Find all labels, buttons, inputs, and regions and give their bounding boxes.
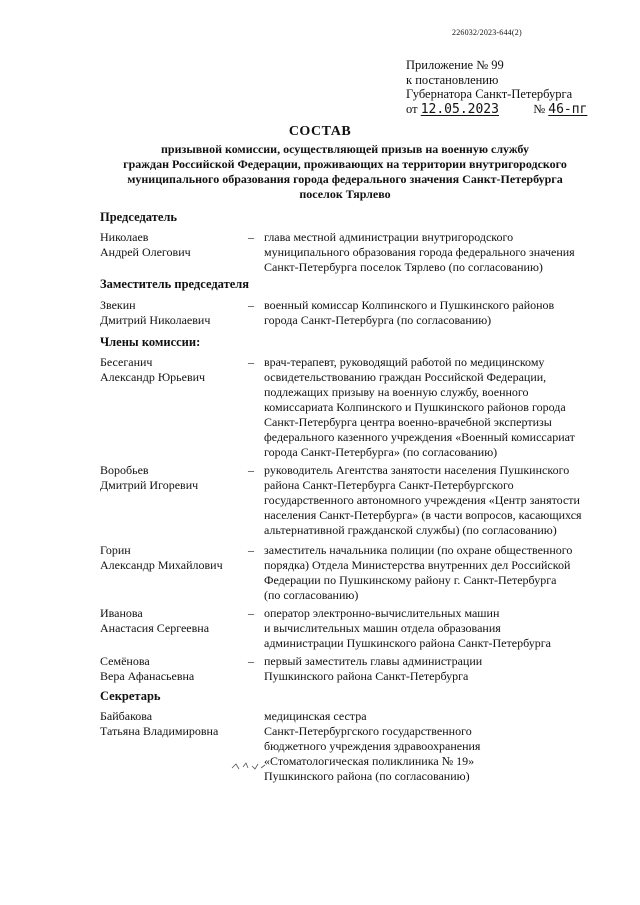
given-names: Татьяна Владимировна [100,724,219,738]
member-role [264,355,612,460]
appendix-line: к постановлению [406,72,499,87]
surname: Николаев [100,230,149,244]
role-line: оператор электронно-вычислительных машин [264,606,500,620]
role-line: первый заместитель главы администрации [264,654,483,668]
section-members: Члены комиссии: [100,335,201,349]
document-subtitle [95,142,595,202]
dash: – [248,606,254,620]
given-names: Дмитрий Николаевич [100,313,211,327]
member-name [100,298,250,328]
member-name [100,355,250,385]
role-line: медицинская сестра [264,709,367,723]
role-line: комиссариата Колпинского и Пушкинского районов города [264,400,566,414]
role-line: альтернативной гражданской службы) (по согласованию) [264,523,557,537]
given-names: Александр Юрьевич [100,370,206,384]
role-line: и вычислительных машин отдела образования [264,621,501,635]
role-line: государственного автономного учреждения «Центр занятости [264,493,580,507]
member-name [100,463,250,493]
member-role [264,654,612,684]
dash: – [248,463,254,477]
appendix-number: 46-пг [548,101,588,117]
appendix-date: 12.05.2023 [420,101,499,117]
role-line: администрации Пушкинского района Санкт-Петербурга [264,636,551,650]
role-line: Санкт-Петербурга центра военно-врачебной экспертизы [264,415,552,429]
member-role [264,543,612,603]
role-line: подлежащих призыву на военную службу, военного [264,385,529,399]
member-name [100,230,250,260]
surname: Семёнова [100,654,150,668]
surname: Байбакова [100,709,153,723]
appendix-line: Губернатора Санкт-Петербурга [406,87,573,101]
document-title: СОСТАВ [288,124,352,139]
number-prefix: № [533,101,546,116]
document-code: 226032/2023-644(2) [452,28,522,37]
scribble-mark [230,760,270,772]
surname: Иванова [100,606,143,620]
dash: – [248,355,254,369]
subtitle-line: поселок Тярлево [299,187,391,201]
dash: – [248,543,254,557]
role-line: (по согласованию) [264,588,359,602]
role-line: руководитель Агентства занятости населения Пушкинского [264,463,570,477]
role-line: Санкт-Петербурга поселок Тярлево (по согласованию) [264,260,543,274]
subtitle-line: муниципального образования города федерального значения Санкт-Петербурга [127,172,563,186]
member-role [264,230,612,275]
given-names: Вера Афанасьевна [100,669,195,683]
surname: Звекин [100,298,136,312]
role-line: бюджетного учреждения здравоохранения [264,739,481,753]
given-names: Александр Михайлович [100,558,223,572]
role-line: Санкт-Петербургского государственного [264,724,472,738]
role-line: порядка) Отдела Министерства внутренних дел Российской [264,558,571,572]
appendix-date-row [406,102,587,118]
role-line: глава местной администрации внутригородского [264,230,514,244]
given-names: Анастасия Сергеевна [100,621,210,635]
dash: – [248,230,254,244]
member-role [264,709,612,784]
appendix-line: Приложение № 99 [406,58,504,72]
role-line: Пушкинского района Санкт-Петербурга [264,669,469,683]
section-chair: Председатель [100,210,178,224]
role-line: освидетельствованию граждан Российской Федерации, [264,370,547,384]
surname: Воробьев [100,463,149,477]
given-names: Дмитрий Игоревич [100,478,199,492]
member-role [264,463,612,538]
role-line: района Санкт-Петербурга Санкт-Петербургского [264,478,514,492]
member-name [100,543,250,573]
given-names: Андрей Олегович [100,245,191,259]
role-line: военный комиссар Колпинского и Пушкинского районов [264,298,555,312]
member-name [100,654,250,684]
role-line: врач-терапевт, руководящий работой по медицинскому [264,355,545,369]
role-line: муниципального образования города федерального значения [264,245,575,259]
surname: Бесеганич [100,355,153,369]
section-deputy: Заместитель председателя [100,277,250,291]
role-line: города Санкт-Петербурга» (по согласованию) [264,445,498,459]
subtitle-line: призывной комиссии, осуществляющей призыв на военную службу [161,142,529,156]
role-line: федерального казенного учреждения «Военный комиссариат [264,430,575,444]
date-prefix: от [406,101,418,116]
subtitle-line: граждан Российской Федерации, проживающих на территории внутригородского [123,157,567,171]
dash: – [248,654,254,668]
member-name [100,709,250,739]
role-line: Федерации по Пушкинскому району г. Санкт-Петербурга [264,573,557,587]
member-name [100,606,250,636]
role-line: населения Санкт-Петербурга» (в части вопросов, касающихся [264,508,582,522]
scan-artifact [230,760,270,774]
surname: Горин [100,543,131,557]
role-line: заместитель начальника полиции (по охране общественного [264,543,573,557]
role-line: Пушкинского района (по согласованию) [264,769,470,783]
role-line: города Санкт-Петербурга (по согласованию) [264,313,492,327]
role-line: «Стоматологическая поликлиника № 19» [264,754,475,768]
member-role [264,606,612,651]
section-secretary: Секретарь [100,689,161,703]
appendix-block [406,58,587,117]
dash: – [248,298,254,312]
member-role [264,298,612,328]
